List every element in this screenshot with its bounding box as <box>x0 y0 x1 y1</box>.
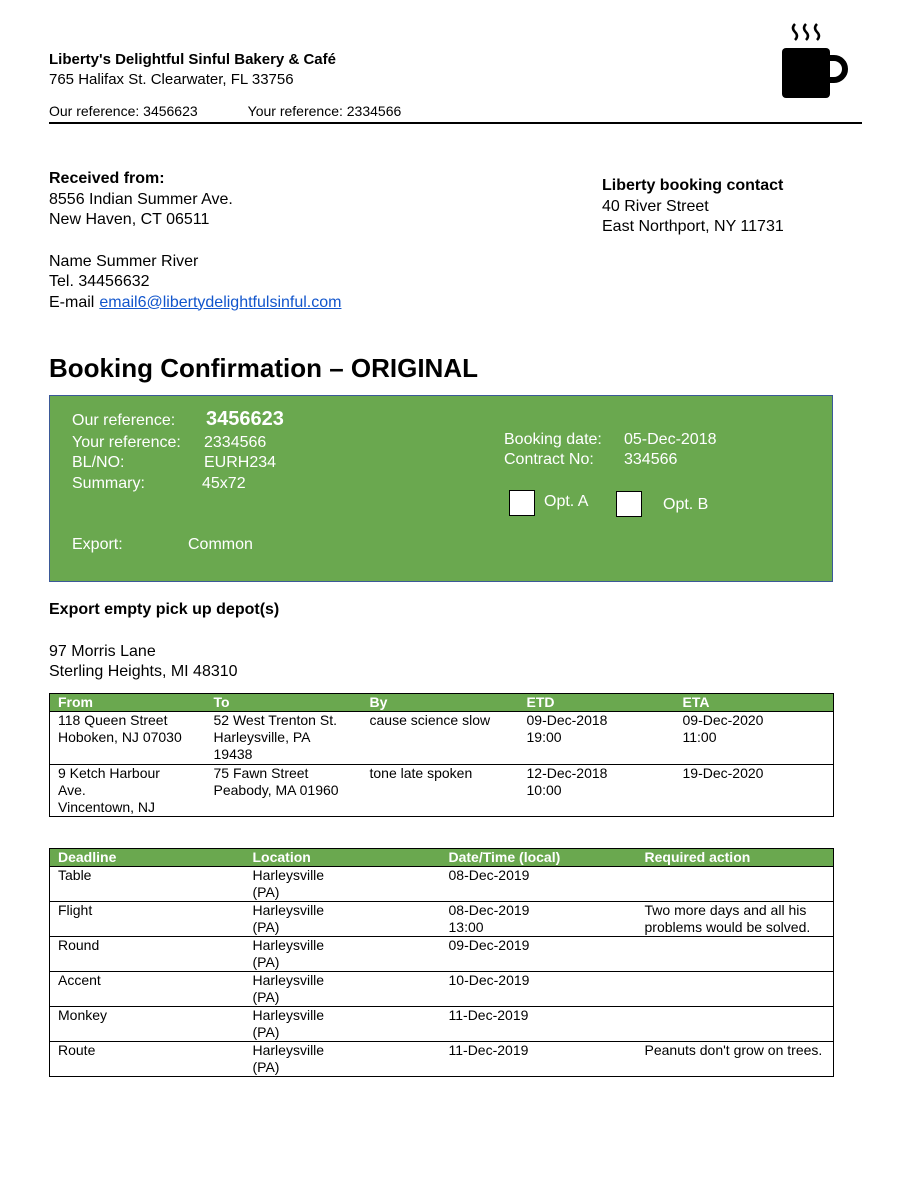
table-cell: 118 Queen Street Hoboken, NJ 07030 <box>50 712 206 765</box>
table-cell: tone late spoken <box>362 765 519 817</box>
opt-b-checkbox[interactable] <box>616 491 642 517</box>
booking-date-label: Booking date: <box>504 431 602 448</box>
routes-header-cell: From <box>50 694 206 712</box>
depot-line2: Sterling Heights, MI 48310 <box>49 663 238 680</box>
received-address-line1: 8556 Indian Summer Ave. <box>49 190 233 208</box>
table-cell: 9 Ketch Harbour Ave. Vincentown, NJ <box>50 765 206 817</box>
page-title: Booking Confirmation – ORIGINAL <box>49 353 478 383</box>
routes-header-cell: To <box>206 694 362 712</box>
depot-line1: 97 Morris Lane <box>49 643 156 660</box>
table-row <box>50 1007 834 1042</box>
table-cell: Monkey <box>50 1007 245 1042</box>
table-cell: 52 West Trenton St. Harleysville, PA 19438 <box>206 712 362 765</box>
email-link[interactable]: email6@libertydelightfulsinful.com <box>99 293 342 311</box>
table-cell <box>637 972 834 1007</box>
table-cell: Two more days and all his problems would be solved. <box>637 902 834 937</box>
table-cell: Route <box>50 1042 245 1077</box>
company-name: Liberty's Delightful Sinful Bakery & Café <box>49 51 336 68</box>
company-address: 765 Halifax St. Clearwater, FL 33756 <box>49 71 294 88</box>
table-cell: Harleysville (PA) <box>245 937 441 972</box>
table-cell: 08-Dec-2019 <box>441 867 637 902</box>
depot-address <box>49 642 238 682</box>
table-row <box>50 1042 834 1077</box>
table-cell: Round <box>50 937 245 972</box>
export-value: Common <box>188 536 253 553</box>
table-cell: 11-Dec-2019 <box>441 1042 637 1077</box>
opt-a-label: Opt. A <box>544 493 589 510</box>
contact-line1: 40 River Street <box>602 197 709 215</box>
table-row <box>50 765 834 817</box>
contact-line2: East Northport, NY 11731 <box>602 218 784 235</box>
booking-summary-box <box>49 395 833 582</box>
table-cell: Harleysville (PA) <box>245 867 441 902</box>
table-cell: Flight <box>50 902 245 937</box>
our-ref-value: 3456623 <box>206 408 284 430</box>
table-cell: 19-Dec-2020 <box>675 765 834 817</box>
table-row <box>50 972 834 1007</box>
our-reference: Our reference: 3456623 <box>49 103 198 119</box>
table-cell: Peanuts don't grow on trees. <box>637 1042 834 1077</box>
received-tel: Tel. 34456632 <box>49 273 150 290</box>
header-divider <box>49 122 862 124</box>
opt-b-label: Opt. B <box>663 496 709 513</box>
summary-label: Summary: <box>72 475 145 492</box>
your-reference: Your reference: 2334566 <box>247 103 402 119</box>
export-label: Export: <box>72 536 123 553</box>
table-row <box>50 867 834 902</box>
routes-header-row <box>50 694 834 712</box>
booking-date-value: 05-Dec-2018 <box>624 431 717 448</box>
deadlines-table <box>49 848 834 1077</box>
your-ref-label: Your reference: <box>72 434 181 451</box>
table-cell: 08-Dec-2019 13:00 <box>441 902 637 937</box>
table-row <box>50 902 834 937</box>
table-cell: Table <box>50 867 245 902</box>
table-cell: 09-Dec-2019 <box>441 937 637 972</box>
table-cell: 10-Dec-2019 <box>441 972 637 1007</box>
contract-label: Contract No: <box>504 451 594 468</box>
deadlines-header-cell: Date/Time (local) <box>441 849 637 867</box>
table-cell <box>637 937 834 972</box>
table-cell: Harleysville (PA) <box>245 972 441 1007</box>
deadlines-header-cell: Location <box>245 849 441 867</box>
table-row <box>50 937 834 972</box>
table-cell: Accent <box>50 972 245 1007</box>
routes-header-cell: By <box>362 694 519 712</box>
received-heading: Received from: <box>49 170 165 187</box>
table-cell: Harleysville (PA) <box>245 1007 441 1042</box>
table-cell: 12-Dec-2018 10:00 <box>519 765 675 817</box>
email-label: E-mail <box>49 293 95 311</box>
table-cell: 09-Dec-2018 19:00 <box>519 712 675 765</box>
blno-value: EURH234 <box>204 454 277 471</box>
received-from-block <box>49 169 341 313</box>
received-address-line2: New Haven, CT 06511 <box>49 211 210 228</box>
opt-a-checkbox[interactable] <box>509 490 535 516</box>
received-name: Name Summer River <box>49 252 199 270</box>
table-cell: 75 Fawn Street Peabody, MA 01960 <box>206 765 362 817</box>
routes-header-cell: ETD <box>519 694 675 712</box>
table-cell: 09-Dec-2020 11:00 <box>675 712 834 765</box>
our-ref-label: Our reference: <box>72 412 176 429</box>
table-cell: 11-Dec-2019 <box>441 1007 637 1042</box>
contract-value: 334566 <box>624 451 678 468</box>
contact-heading: Liberty booking contact <box>602 177 784 194</box>
table-cell <box>637 1007 834 1042</box>
your-ref-value: 2334566 <box>204 434 267 451</box>
deadlines-header-cell: Required action <box>637 849 834 867</box>
depot-heading: Export empty pick up depot(s) <box>49 601 280 618</box>
deadlines-header-row <box>50 849 834 867</box>
received-email-row <box>49 293 341 314</box>
table-cell <box>637 867 834 902</box>
coffee-mug-icon <box>778 20 848 102</box>
table-row <box>50 712 834 765</box>
table-cell: cause science slow <box>362 712 519 765</box>
blno-label: BL/NO: <box>72 454 125 471</box>
table-cell: Harleysville (PA) <box>245 1042 441 1077</box>
routes-table <box>49 693 834 817</box>
routes-header-cell: ETA <box>675 694 834 712</box>
deadlines-header-cell: Deadline <box>50 849 245 867</box>
table-cell: Harleysville (PA) <box>245 902 441 937</box>
reference-line <box>49 103 401 119</box>
booking-contact-block <box>602 176 784 238</box>
summary-value: 45x72 <box>202 475 246 492</box>
